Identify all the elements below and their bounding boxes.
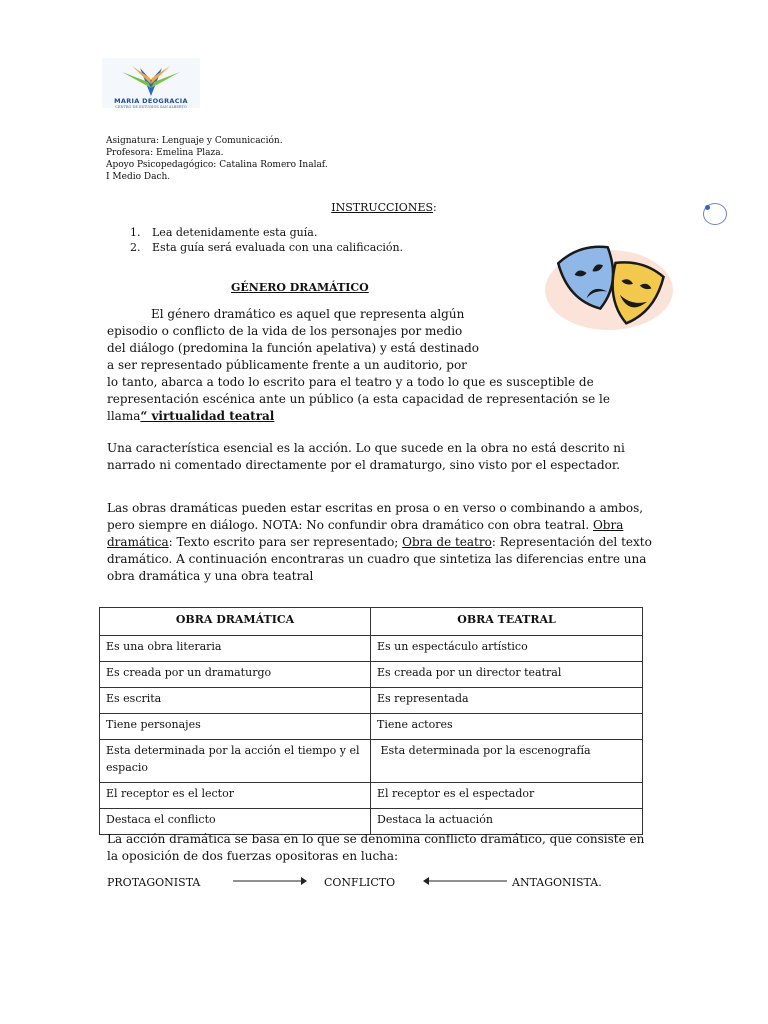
table-cell: Esta determinada por la acción el tiempo y el espacio — [100, 740, 371, 783]
logo-tagline: CENTRO DE ESTUDIOS SAN ALBERTO — [115, 105, 187, 109]
term-obra-de-teatro: Obra de teatro — [402, 535, 492, 549]
action-paragraph: Una característica esencial es la acción. Lo que sucede en la obra no está descrito ni narrado ni comentado directamente por el dramaturgo, sino visto por el espectador. — [107, 441, 625, 472]
table-row — [100, 688, 643, 714]
types-text-3: : Representación del texto dramático. A continuación encontraras un cuadro que sintetiza las diferencias entre una obra dramática y una obra teatral — [107, 535, 652, 583]
section-title: GÉNERO DRAMÁTICO — [231, 281, 369, 294]
table-row — [100, 714, 643, 740]
table-cell: Esta determinada por la escenografía — [371, 740, 643, 783]
term-obra-dramatica: Obra dramática — [107, 518, 624, 549]
types-text-2: : Texto escrito para ser representado; — [168, 535, 403, 549]
protagonist-label: PROTAGONISTA — [107, 876, 201, 889]
table-row — [100, 636, 643, 662]
teacher-line: Profesora: Emelina Plaza. — [106, 148, 224, 158]
instructions-list — [108, 225, 403, 255]
table-row — [100, 740, 643, 783]
comparison-table — [99, 607, 643, 835]
table-cell: El receptor es el espectador — [371, 783, 643, 809]
instructions-heading — [0, 201, 768, 214]
table-cell: Es escrita — [100, 688, 371, 714]
intro-last-prefix: llama — [107, 409, 141, 423]
intro-line: a ser representado públicamente frente a un auditorio, por — [107, 358, 467, 372]
list-item-text: Esta guía será evaluada con una calificación. — [152, 241, 404, 254]
intro-line: episodio o conflicto de la vida de los personajes por medio — [107, 324, 463, 338]
intro-line: El género dramático es aquel que representa algún — [151, 307, 465, 321]
antagonist-label: ANTAGONISTA. — [512, 876, 602, 889]
intro-line: del diálogo (predomina la función apelativa) y está destinado — [107, 341, 479, 355]
dot-icon — [705, 205, 710, 210]
table-cell: Destaca la actuación — [371, 809, 643, 835]
virtualidad-term: “ virtualidad teatral — [140, 409, 275, 423]
list-number: 1. — [130, 226, 141, 239]
list-number: 2. — [130, 241, 141, 254]
subject-line: Asignatura: Lenguaje y Comunicación. — [106, 136, 283, 146]
table-cell: El receptor es el lector — [100, 783, 371, 809]
table-row — [100, 783, 643, 809]
intro-line-last — [107, 408, 657, 425]
table-header-row — [100, 608, 643, 636]
conflict-paragraph: La acción dramática se basa en lo que se denomina conflicto dramático, que consiste en la oposición de dos fuerzas opositoras en lucha: — [107, 832, 645, 863]
types-paragraph — [107, 500, 657, 585]
table-cell: Tiene actores — [371, 714, 643, 740]
list-item — [108, 240, 403, 255]
course-info — [106, 135, 328, 183]
right-arrow-icon — [233, 876, 307, 886]
intro-line: lo tanto, abarca a todo lo escrito para el teatro y a todo lo que es susceptible de — [107, 375, 594, 389]
table-cell: Es creada por un dramaturgo — [100, 662, 371, 688]
conflict-label: CONFLICTO — [324, 876, 396, 889]
table-cell: Es una obra literaria — [100, 636, 371, 662]
instructions-heading-text: INSTRUCCIONES — [331, 201, 434, 214]
column-header-teatral: OBRA TEATRAL — [371, 608, 643, 636]
support-line: Apoyo Psicopedagógico: Catalina Romero Inalaf. — [106, 160, 328, 170]
list-item — [108, 225, 403, 240]
instructions-colon: : — [433, 201, 437, 214]
left-arrow-icon — [423, 876, 507, 886]
table-cell: Es representada — [371, 688, 643, 714]
types-text-1: Las obras dramáticas pueden estar escritas en prosa o en verso o combinando a ambos, pero siempre en diálogo. NOTA: No confundir obra dramático con obra teatral. — [107, 501, 644, 532]
intro-paragraph — [107, 306, 657, 425]
table-cell: Es un espectáculo artístico — [371, 636, 643, 662]
list-item-text: Lea detenidamente esta guía. — [152, 226, 318, 239]
column-header-dramatica: OBRA DRAMÁTICA — [100, 608, 371, 636]
logo-name: MARIA DEOGRACIA — [114, 97, 188, 105]
grade-line: I Medio Dach. — [106, 172, 171, 182]
table-row — [100, 662, 643, 688]
intro-line: representación escénica ante un público (a esta capacidad de representación se le — [107, 392, 610, 406]
table-cell: Es creada por un director teatral — [371, 662, 643, 688]
table-cell: Tiene personajes — [100, 714, 371, 740]
table-cell: Destaca el conflicto — [100, 809, 371, 835]
